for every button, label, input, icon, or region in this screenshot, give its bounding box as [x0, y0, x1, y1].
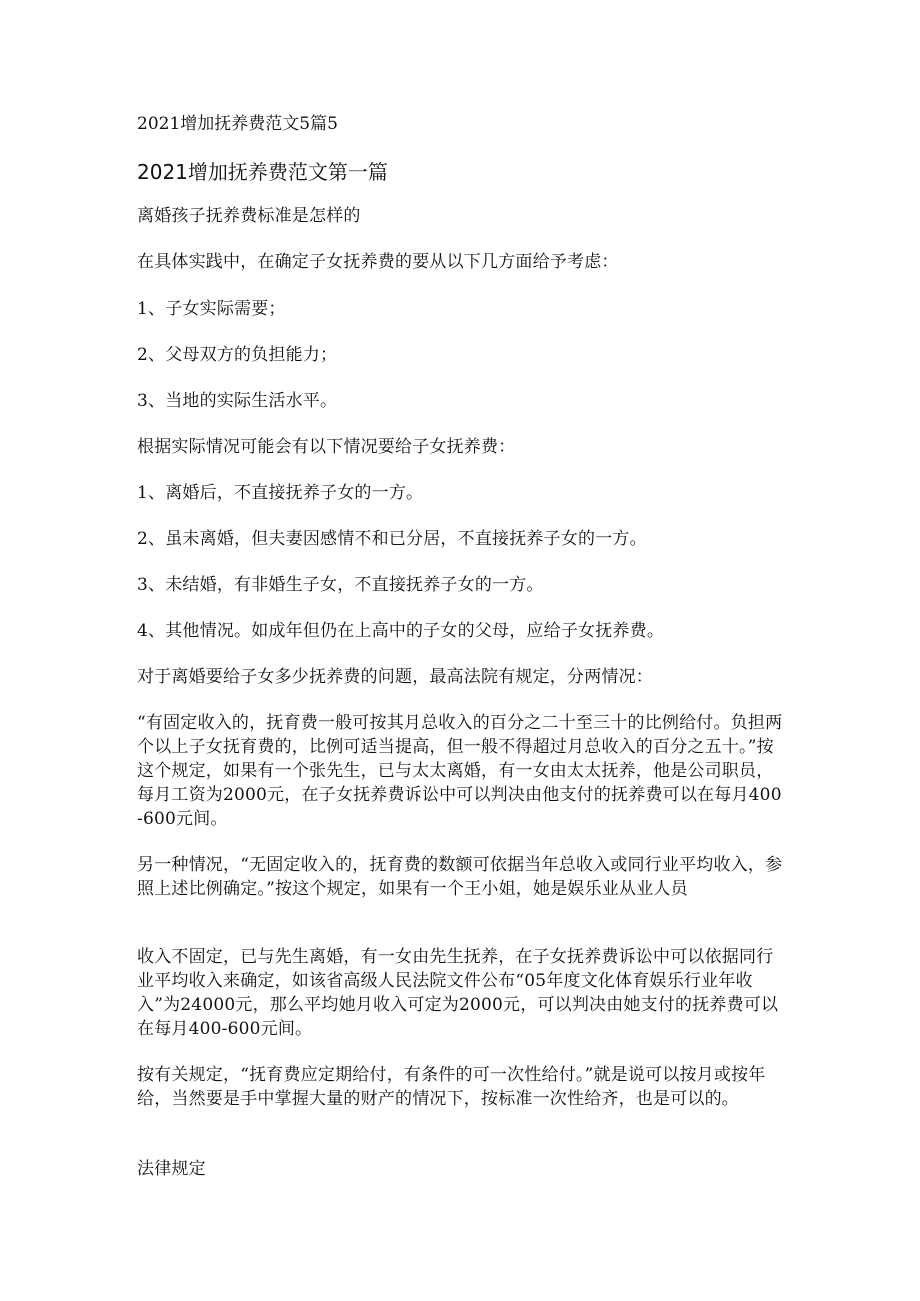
list-item: 3、当地的实际生活水平。	[137, 391, 338, 411]
list-item: 2、父母双方的负担能力；	[137, 345, 338, 365]
list-item: 2、虽未离婚，但夫妻因感情不和已分居，不直接抚养子女的一方。	[137, 529, 647, 549]
list-item: 4、其他情况。如成年但仍在上高中的子女的父母，应给子女抚养费。	[137, 621, 665, 641]
section-heading: 2021增加抚养费范文第一篇	[137, 160, 388, 184]
paragraph-2: 在具体实践中，在确定子女抚养费的要从以下几方面给予考虑：	[137, 252, 619, 272]
paragraph-8: 按有关规定，“抚育费应定期给付，有条件的可一次性给付。”就是说可以按月或按年给，当然要是手中掌握大量的财产的情况下，按标准一次性给齐，也是可以的。	[137, 1065, 766, 1109]
paragraph-3: 根据实际情况可能会有以下情况要给子女抚养费：	[137, 437, 516, 457]
list-item: 3、未结婚，有非婚生子女，不直接抚养子女的一方。	[137, 575, 544, 595]
paragraph-1: 离婚孩子抚养费标准是怎样的	[137, 206, 361, 226]
list-item: 1、子女实际需要；	[137, 299, 286, 319]
paragraph-9: 法律规定	[137, 1159, 206, 1179]
paragraph-6: 另一种情况，“无固定收入的，抚育费的数额可依据当年总收入或同行业平均收入，参照上述比例确定。”按这个规定，如果有一个王小姐，她是娱乐业从业人员	[137, 855, 783, 899]
paragraph-7: 收入不固定，已与先生离婚，有一女由先生抚养，在子女抚养费诉讼中可以依据同行业平均收入来确定，如该省高级人民法院文件公布“05年度文化体育娱乐行业年收入”为24000元，那么平均她月收入可定为2000元，可以判决由她支付的抚养费可以在每月400-600元间。	[137, 947, 779, 1039]
paragraph-4: 对于离婚要给子女多少抚养费的问题，最高法院有规定，分两情况：	[137, 667, 653, 687]
paragraph-5: “有固定收入的，抚育费一般可按其月总收入的百分之二十至三十的比例给付。负担两个以上子女抚育费的，比例可适当提高，但一般不得超过月总收入的百分之五十。”按这个规定，如果有一个张先生，已与太太离婚，有一女由太太抚养，他是公司职员，每月工资为2000元，在子女抚养费诉讼中可以判决由他支付的抚养费可以在每月400-600元间。	[137, 713, 783, 829]
document-title: 2021增加抚养费范文5篇5	[137, 114, 338, 134]
list-item: 1、离婚后，不直接抚养子女的一方。	[137, 483, 424, 503]
